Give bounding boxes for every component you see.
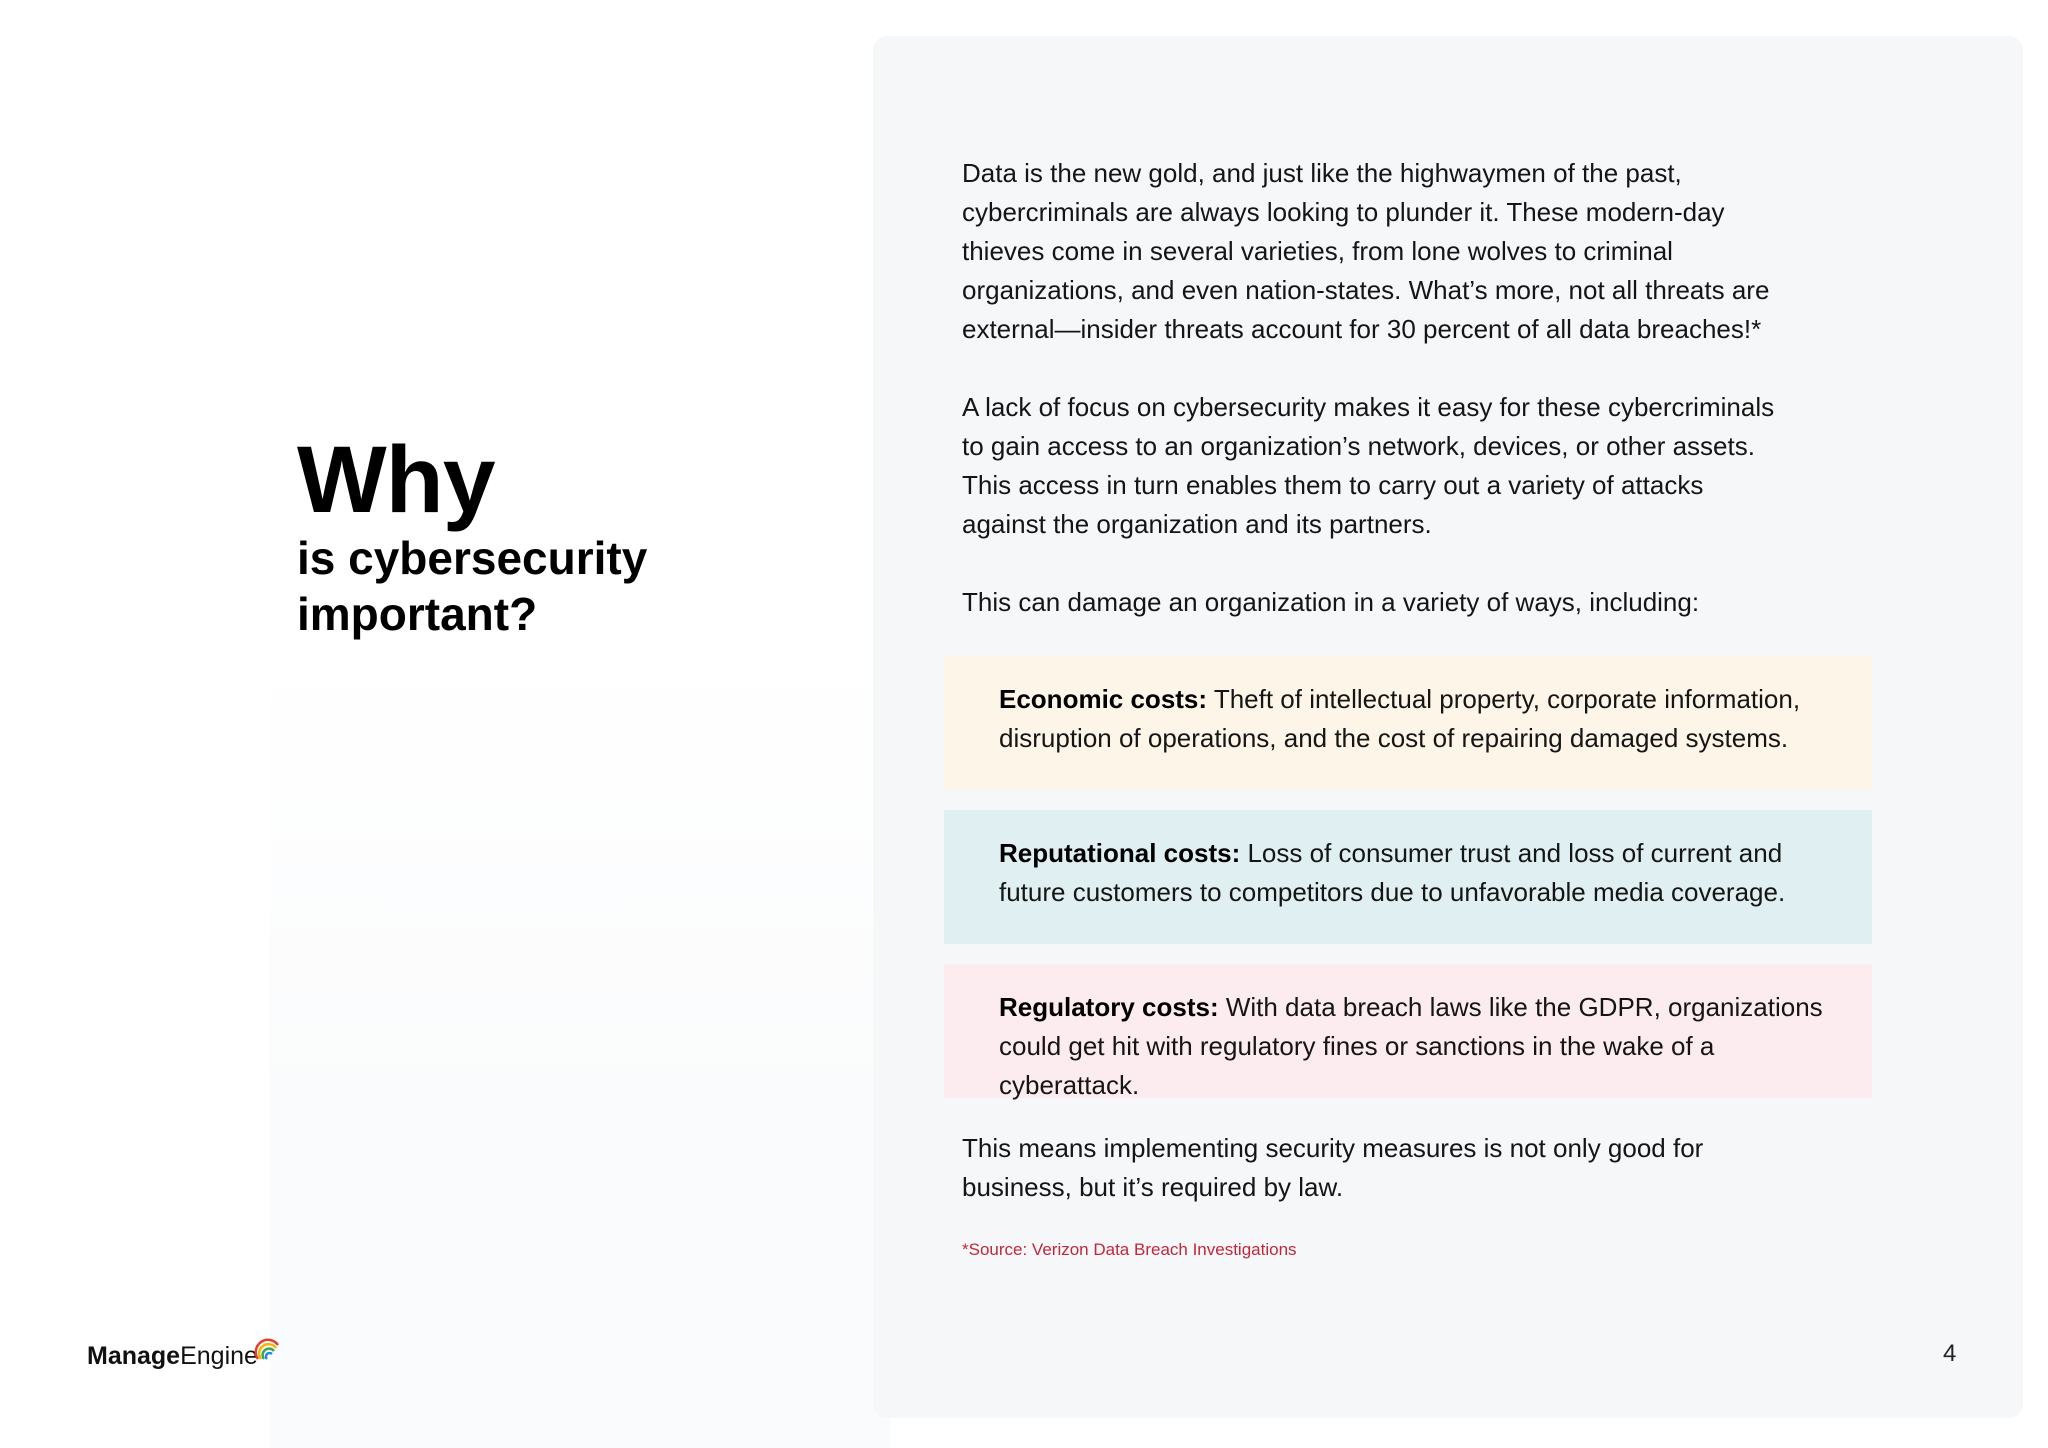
logo-text-regular: Engine [180, 1342, 258, 1370]
source-footnote: *Source: Verizon Data Breach Investigations [962, 1240, 1297, 1259]
heading-subtitle: is cybersecurity important? [297, 532, 648, 640]
intro-paragraph: Data is the new gold, and just like the highwaymen of the past, cybercriminals are always looking to plunder it. These modern-day thieves come in several varieties, from lone wolves to criminal organizations, and even nation-states. What’s more, not all threats are external—insider threats account for 30 percent of all data breaches!* [962, 158, 1770, 344]
conclusion-paragraph: This means implementing security measures is not only good for business, but it’s required by law. [962, 1133, 1704, 1202]
regulatory-costs-term: Regulatory costs: [999, 992, 1219, 1022]
page-heading [297, 427, 697, 642]
economic-costs-term: Economic costs: [999, 684, 1208, 714]
damage-paragraph: This can damage an organization in a variety of ways, including: [962, 587, 1700, 617]
heading-why: Why [297, 427, 495, 533]
reputational-costs-term: Reputational costs: [999, 838, 1241, 868]
economic-costs-text: Theft of intellectual property, corporate information, disruption of operations, and the cost of repairing damaged systems. [999, 684, 1801, 753]
reputational-costs-text: Loss of consumer trust and loss of current and future customers to competitors due to unfavorable media coverage. [999, 838, 1786, 907]
regulatory-costs-text: With data breach laws like the GDPR, organizations could get hit with regulatory fines or sanctions in the wake of a cyberattack. [999, 992, 1823, 1100]
rainbow-arc-icon [254, 1335, 282, 1363]
reputational-costs-box [944, 810, 1872, 944]
focus-paragraph: A lack of focus on cybersecurity makes it easy for these cybercriminals to gain access to an organization’s network, devices, or other assets. This access in turn enables them to carry out a variety of attacks against the organization and its partners. [962, 392, 1775, 539]
left-background-shade [270, 640, 890, 1448]
page-number: 4 [1943, 1340, 1957, 1367]
logo-text-bold: Manage [87, 1342, 181, 1370]
economic-costs-box [944, 656, 1872, 790]
manageengine-logo [87, 1335, 282, 1371]
regulatory-costs-box [944, 964, 1872, 1098]
